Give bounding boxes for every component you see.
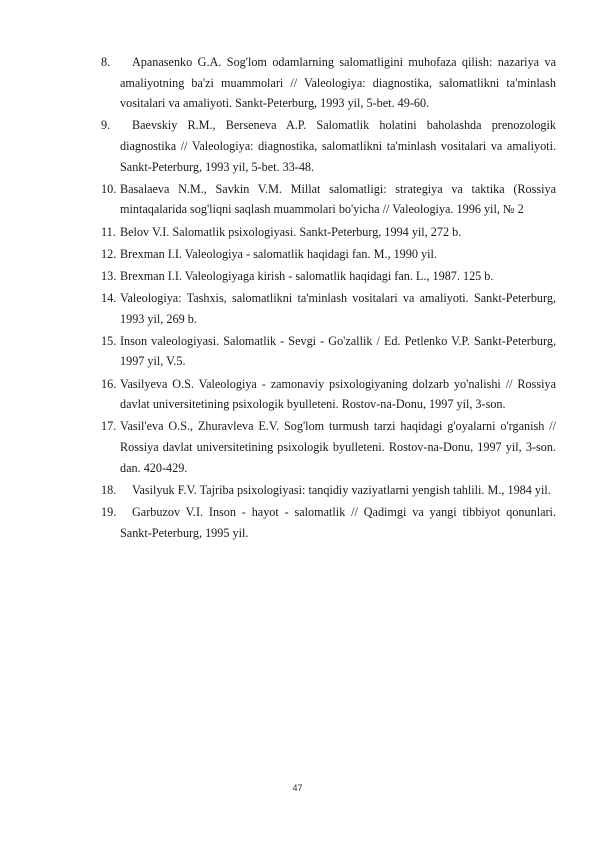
reference-text: Brexman I.I. Valeologiya - salomatlik haqidagi fan. M., 1990 yil. xyxy=(120,246,437,261)
reference-text: Inson valeologiyasi. Salomatlik - Sevgi - Go'zallik / Ed. Petlenko V.P. Sankt-Peterburg, 1997 yil, V.5. xyxy=(120,333,556,369)
reference-text: Brexman I.I. Valeologiyaga kirish - salomatlik haqidagi fan. L., 1987. 125 b. xyxy=(120,268,494,283)
reference-item-13 xyxy=(101,266,556,287)
reference-number: 9. xyxy=(101,118,111,133)
reference-number: 11. xyxy=(101,224,116,239)
reference-item-16 xyxy=(101,374,556,415)
reference-item-19 xyxy=(101,502,556,543)
reference-text: Belov V.I. Salomatlik psixologiyasi. Sankt-Peterburg, 1994 yil, 272 b. xyxy=(120,224,462,239)
reference-item-14 xyxy=(101,288,556,329)
reference-item-11 xyxy=(101,222,556,243)
reference-text: Vasil'eva O.S., Zhuravleva E.V. Sog'lom turmush tarzi haqidagi g'oyalarni o'rganish // Rossiya davlat universitetining psixologik byulleteni. Rostov-na-Donu, 1997 yil, 3-son. dan. 420-429. xyxy=(120,419,556,475)
reference-list xyxy=(101,52,556,545)
reference-number: 13. xyxy=(101,268,117,283)
reference-item-10 xyxy=(101,179,556,220)
reference-text: Apanasenko G.A. Sog'lom odamlarning salomatligini muhofaza qilish: nazariya va amaliyotning ba'zi muammolari // Valeologiya: diagnostika, salomatlikni ta'minlash vositalari va amaliyoti. Sankt-Peterburg, 1993 yil, 5-bet. 49-60. xyxy=(120,55,556,111)
reference-number: 19. xyxy=(101,505,117,519)
reference-number: 18. xyxy=(101,482,117,497)
reference-item-12 xyxy=(101,244,556,265)
reference-item-9 xyxy=(101,115,556,177)
reference-item-8 xyxy=(101,52,556,114)
reference-text: Vasilyuk F.V. Tajriba psixologiyasi: tanqidiy vaziyatlarni yengish tahlili. M., 1984 yil. xyxy=(132,482,551,497)
reference-number: 16. xyxy=(101,376,117,391)
reference-text: Valeologiya: Tashxis, salomatlikni ta'minlash vositalari va amaliyoti. Sankt-Peterburg, 1993 yil, 269 b. xyxy=(120,291,556,326)
reference-number: 12. xyxy=(101,246,117,261)
reference-number: 10. xyxy=(101,181,117,196)
reference-item-15 xyxy=(101,331,556,372)
reference-number: 17. xyxy=(101,419,117,434)
reference-text: Baevskiy R.M., Berseneva A.P. Salomatlik holatini baholashda prenozologik diagnostika // Valeologiya: diagnostika, salomatlikni ta'minlash vositalari va amaliyoti. Sankt-Peterburg, 1993 yil, 5-bet. 33-48. xyxy=(120,118,556,174)
page-number: 47 xyxy=(292,783,303,793)
reference-text: Garbuzov V.I. Inson - hayot - salomatlik // Qadimgi va yangi tibbiyot qonunlari. Sankt-Peterburg, 1995 yil. xyxy=(120,505,556,540)
reference-text: Vasilyeva O.S. Valeologiya - zamonaviy psixologiyaning dolzarb yo'nalishi // Rossiya davlat universitetining psixologik byulleteni. Rostov-na-Donu, 1997 yil, 3-son. xyxy=(120,376,556,412)
reference-number: 15. xyxy=(101,333,117,348)
reference-item-17 xyxy=(101,416,556,478)
reference-item-18 xyxy=(101,480,556,501)
reference-number: 8. xyxy=(101,55,111,69)
reference-text: Basalaeva N.M., Savkin V.M. Millat salomatligi: strategiya va taktika (Rossiya mintaqalarida sog'liqni saqlash muammolari bo'yicha // Valeologiya. 1996 yil, № 2 xyxy=(120,181,556,217)
reference-number: 14. xyxy=(101,291,117,306)
